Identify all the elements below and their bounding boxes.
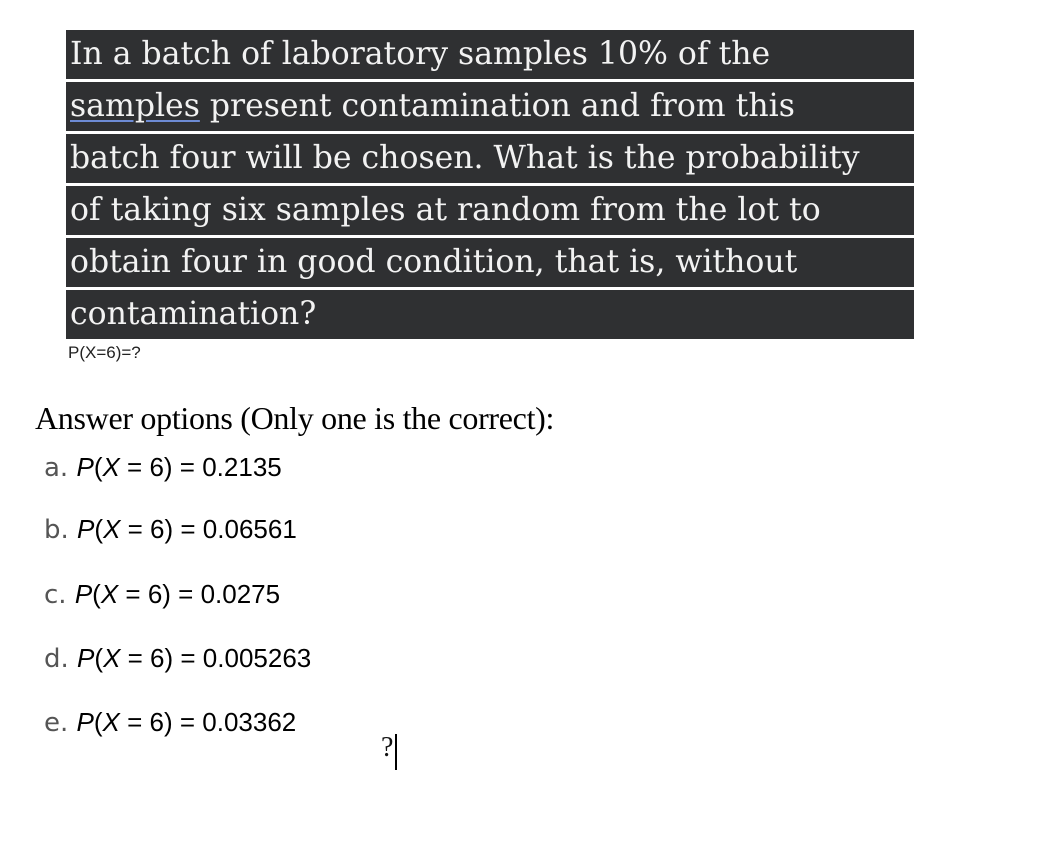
question-line-2-rest: present contamination and from this (199, 88, 795, 124)
question-line-1: In a batch of laboratory samples 10% of the (66, 30, 914, 79)
option-value: 0.06561 (202, 514, 297, 544)
probability-prompt: P(X=6)=? (68, 343, 141, 362)
option-expression: P(X = 6) = 0.03362 (76, 707, 297, 737)
question-line-4: of taking six samples at random from the lot to (66, 186, 914, 235)
option-letter: c. (44, 580, 67, 610)
option-value: 0.03362 (202, 707, 297, 737)
option-expression: P(X = 6) = 0.2135 (76, 452, 282, 482)
question-line-5: obtain four in good condition, that is, without (66, 238, 914, 287)
option-letter: b. (44, 515, 69, 545)
spellcheck-word: samples (70, 88, 200, 124)
answer-option-c[interactable] (44, 579, 280, 610)
option-letter: a. (44, 453, 69, 483)
stray-question-mark: ? (381, 732, 394, 763)
option-expression: P(X = 6) = 0.06561 (77, 514, 297, 544)
answer-options-heading: Answer options (Only one is the correct): (35, 400, 555, 436)
answer-option-d[interactable] (44, 643, 311, 674)
option-value: 0.005263 (202, 643, 312, 673)
answer-option-e[interactable] (44, 707, 296, 738)
option-expression: P(X = 6) = 0.005263 (77, 643, 312, 673)
option-letter: e. (44, 708, 69, 738)
answer-option-a[interactable] (44, 452, 282, 483)
option-expression: P(X = 6) = 0.0275 (74, 579, 281, 609)
question-line-3: batch four will be chosen. What is the probability (66, 134, 914, 183)
answer-option-b[interactable] (44, 514, 297, 545)
question-line-6: contamination? (66, 290, 914, 339)
option-letter: d. (44, 644, 69, 674)
option-value: 0.0275 (200, 579, 281, 609)
question-text-block (66, 30, 914, 342)
text-cursor (395, 734, 397, 770)
option-value: 0.2135 (202, 452, 282, 482)
question-line-2 (66, 82, 914, 131)
